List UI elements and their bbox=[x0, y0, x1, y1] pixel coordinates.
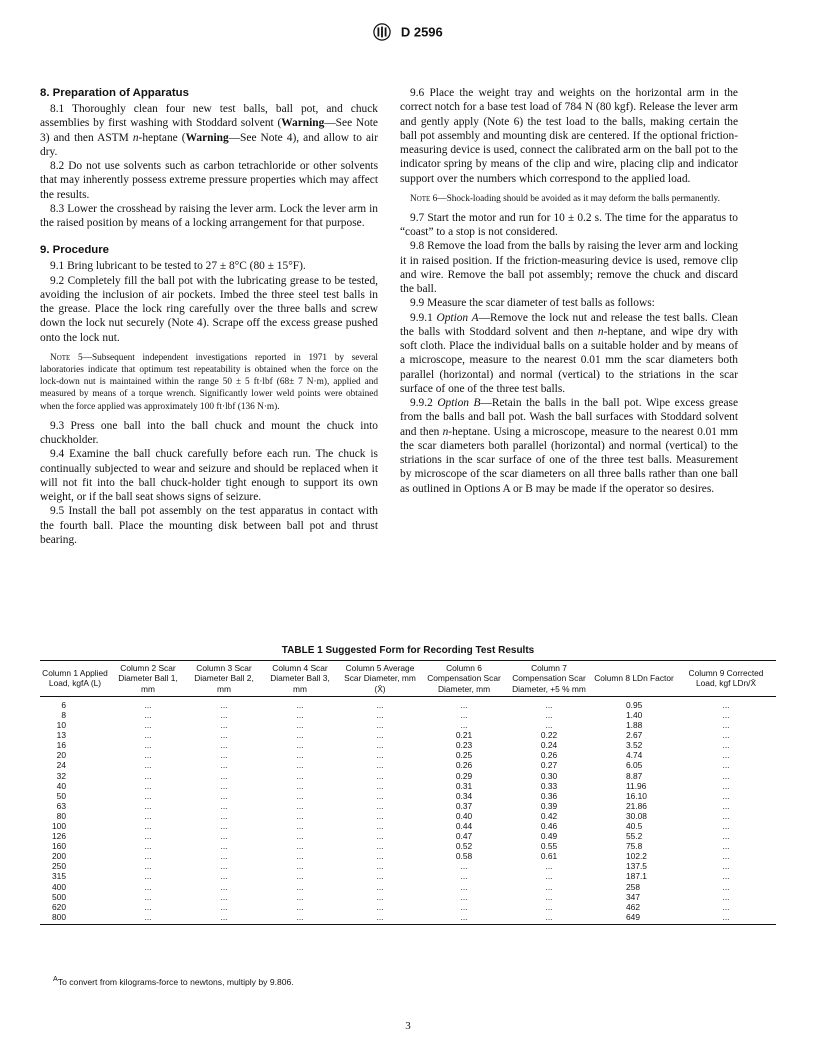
table-cell: 649 bbox=[592, 912, 676, 925]
table-cell: ... bbox=[376, 760, 384, 771]
table-cell: ... bbox=[460, 891, 468, 902]
table-cell: ... bbox=[296, 699, 304, 710]
table-cell: ... bbox=[296, 851, 304, 862]
table-cell: 137.5 bbox=[626, 861, 647, 872]
col-5-header: Column 5 Average Scar Diameter, mm (X̄) bbox=[338, 661, 422, 697]
table-cell: 126 bbox=[52, 831, 66, 842]
table-cell: ... bbox=[144, 831, 152, 842]
table-cell: 1.88 bbox=[626, 720, 643, 731]
table-cell: ... bbox=[722, 709, 730, 720]
section-8-title: 8. Preparation of Apparatus bbox=[40, 87, 189, 99]
table-cell: ... bbox=[144, 800, 152, 811]
table-cell: ... bbox=[376, 871, 384, 882]
table-cell: ... bbox=[220, 720, 228, 731]
table-row bbox=[40, 781, 776, 791]
table-cell: ... bbox=[376, 770, 384, 781]
table-cell: 0.95 bbox=[626, 699, 643, 710]
table-row bbox=[40, 892, 776, 902]
table-cell: 11.96 bbox=[626, 780, 647, 791]
table-cell: ... bbox=[376, 861, 384, 872]
table-cell: 315 bbox=[52, 871, 66, 882]
table-cell: ... bbox=[296, 770, 304, 781]
table-cell: ... bbox=[220, 810, 228, 821]
astm-logo-icon bbox=[373, 23, 391, 41]
table-cell: ... bbox=[144, 740, 152, 751]
table-cell: ... bbox=[545, 901, 553, 912]
table-cell: ... bbox=[144, 810, 152, 821]
table-cell: ... bbox=[144, 881, 152, 892]
table-cell: ... bbox=[376, 730, 384, 741]
table-cell: ... bbox=[296, 881, 304, 892]
table-cell: 16 bbox=[56, 740, 66, 751]
table-cell: ... bbox=[376, 810, 384, 821]
table-cell: ... bbox=[220, 881, 228, 892]
table-header-row bbox=[40, 661, 776, 697]
table-cell: ... bbox=[722, 810, 730, 821]
table-cell: ... bbox=[722, 800, 730, 811]
table-cell: 40 bbox=[56, 780, 66, 791]
para-9-7: 9.7 Start the motor and run for 10 ± 0.2 s. The time for the apparatus to “coast” to a stop is not considered. bbox=[400, 211, 738, 239]
table-cell: ... bbox=[676, 912, 776, 925]
table-row bbox=[40, 740, 776, 750]
table-cell: 13 bbox=[56, 730, 66, 741]
table-cell: 6.05 bbox=[626, 760, 643, 771]
table-row bbox=[40, 730, 776, 740]
table-cell: ... bbox=[220, 790, 228, 801]
table-cell: 21.86 bbox=[626, 800, 647, 811]
table-cell: ... bbox=[376, 891, 384, 902]
table-row bbox=[40, 861, 776, 871]
table-row bbox=[40, 912, 776, 925]
table-cell: 0.40 bbox=[455, 810, 473, 821]
table-cell: ... bbox=[722, 699, 730, 710]
table-cell: ... bbox=[144, 770, 152, 781]
table-row bbox=[40, 841, 776, 851]
table-cell: ... bbox=[545, 720, 553, 731]
table-cell: 50 bbox=[56, 790, 66, 801]
table-cell: ... bbox=[220, 800, 228, 811]
table-row bbox=[40, 831, 776, 841]
table-cell: 620 bbox=[52, 901, 66, 912]
table-cell: ... bbox=[460, 699, 468, 710]
table-cell: ... bbox=[722, 770, 730, 781]
table-cell: ... bbox=[220, 871, 228, 882]
table-cell: ... bbox=[376, 790, 384, 801]
table-cell: 160 bbox=[52, 841, 66, 852]
table-cell: ... bbox=[376, 740, 384, 751]
table-cell: 55.2 bbox=[626, 831, 643, 842]
table-cell: ... bbox=[220, 760, 228, 771]
table-row bbox=[40, 882, 776, 892]
table-cell: 347 bbox=[626, 891, 640, 902]
page-header bbox=[0, 23, 816, 41]
table-cell: ... bbox=[722, 901, 730, 912]
table-cell: ... bbox=[186, 912, 262, 925]
table-cell: ... bbox=[296, 720, 304, 731]
table-row bbox=[40, 821, 776, 831]
table-cell: ... bbox=[144, 790, 152, 801]
table-cell: ... bbox=[220, 709, 228, 720]
table-cell: ... bbox=[144, 891, 152, 902]
table-cell: ... bbox=[545, 891, 553, 902]
table-cell: ... bbox=[220, 841, 228, 852]
table-cell: ... bbox=[220, 901, 228, 912]
table-cell: ... bbox=[220, 770, 228, 781]
table-cell: 0.26 bbox=[540, 750, 558, 761]
col-2-header: Column 2 Scar Diameter Ball 1, mm bbox=[110, 661, 186, 697]
table-cell: ... bbox=[144, 699, 152, 710]
table-cell: ... bbox=[220, 730, 228, 741]
table-cell: 80 bbox=[56, 810, 66, 821]
table-cell: 4.74 bbox=[626, 750, 643, 761]
table-cell: 800 bbox=[40, 912, 110, 925]
table-cell: ... bbox=[144, 780, 152, 791]
table-cell: ... bbox=[376, 901, 384, 912]
table-cell: ... bbox=[296, 760, 304, 771]
table-cell: ... bbox=[376, 699, 384, 710]
table-cell: ... bbox=[376, 750, 384, 761]
table-cell: ... bbox=[722, 881, 730, 892]
table-cell: ... bbox=[545, 861, 553, 872]
table-cell: 400 bbox=[52, 881, 66, 892]
table-cell: ... bbox=[545, 699, 553, 710]
table-cell: ... bbox=[460, 720, 468, 731]
para-8-1: 8.1 Thoroughly clean four new test balls, ball pot, and chuck assemblies by first washing with Stoddard solvent (Warning—See Note 3) and then ASTM n-heptane (Warning—See Note 4), and allow to air dry. bbox=[40, 103, 378, 158]
para-9-5: 9.5 Install the ball pot assembly on the test apparatus in contact with the fourth ball. Place the mounting disk between ball pot and thrust bearing. bbox=[40, 505, 378, 546]
designation: D 2596 bbox=[400, 24, 443, 40]
table-cell: ... bbox=[144, 720, 152, 731]
table-cell: ... bbox=[144, 821, 152, 832]
table-cell: ... bbox=[144, 851, 152, 862]
table-cell: 0.27 bbox=[540, 760, 558, 771]
table-cell: ... bbox=[376, 841, 384, 852]
table-cell: ... bbox=[722, 821, 730, 832]
table-row bbox=[40, 902, 776, 912]
table-cell: ... bbox=[376, 821, 384, 832]
table-cell: 0.58 bbox=[455, 851, 473, 862]
table-cell: ... bbox=[722, 871, 730, 882]
table-cell: ... bbox=[460, 861, 468, 872]
table-cell: 0.42 bbox=[540, 810, 558, 821]
page-number: 3 bbox=[405, 1020, 411, 1032]
table-cell: ... bbox=[722, 790, 730, 801]
table-cell: 200 bbox=[52, 851, 66, 862]
table-cell: 0.61 bbox=[540, 851, 558, 862]
table-cell: ... bbox=[338, 912, 422, 925]
table-cell: ... bbox=[296, 810, 304, 821]
table-cell: ... bbox=[220, 891, 228, 902]
table-cell: ... bbox=[220, 699, 228, 710]
table-cell: ... bbox=[460, 871, 468, 882]
table-cell: 3.52 bbox=[626, 740, 643, 751]
col-8-header: Column 8 LDn Factor bbox=[592, 661, 676, 697]
table-cell: ... bbox=[220, 831, 228, 842]
results-table bbox=[40, 660, 776, 925]
table-cell: 0.44 bbox=[455, 821, 473, 832]
table-cell: 0.24 bbox=[540, 740, 558, 751]
table-cell: 1.40 bbox=[626, 709, 643, 720]
table-cell: ... bbox=[220, 861, 228, 872]
col-1-header: Column 1 Applied Load, kgfA (L) bbox=[40, 661, 110, 697]
table-cell: 75.8 bbox=[626, 841, 643, 852]
table-cell: ... bbox=[296, 871, 304, 882]
table-cell: ... bbox=[460, 881, 468, 892]
table-cell: 0.46 bbox=[540, 821, 558, 832]
table-cell: ... bbox=[296, 780, 304, 791]
table-cell: ... bbox=[296, 821, 304, 832]
table-footnote: $^A$To convert from kilograms-force to newtons, multiply by 9.806. bbox=[53, 975, 294, 987]
table-cell: 0.22 bbox=[540, 730, 558, 741]
table-cell: ... bbox=[144, 901, 152, 912]
section-9-title: 9. Procedure bbox=[40, 244, 110, 257]
table-cell: ... bbox=[722, 750, 730, 761]
table-cell: ... bbox=[376, 881, 384, 892]
table-cell: 0.39 bbox=[540, 800, 558, 811]
table-cell: ... bbox=[722, 851, 730, 862]
table-cell: 8 bbox=[61, 709, 66, 720]
table-cell: ... bbox=[296, 750, 304, 761]
table-cell: ... bbox=[296, 861, 304, 872]
table-cell: ... bbox=[296, 841, 304, 852]
table-cell: ... bbox=[376, 780, 384, 791]
table-cell: ... bbox=[722, 730, 730, 741]
table-cell: 0.26 bbox=[455, 760, 473, 771]
table-cell: 0.34 bbox=[455, 790, 473, 801]
col-3-header: Column 3 Scar Diameter Ball 2, mm bbox=[186, 661, 262, 697]
table-row bbox=[40, 720, 776, 730]
table-row bbox=[40, 871, 776, 881]
table-cell: ... bbox=[296, 901, 304, 912]
table-cell: 0.52 bbox=[455, 841, 473, 852]
table-cell: ... bbox=[220, 740, 228, 751]
table-cell: ... bbox=[545, 881, 553, 892]
table-cell: 462 bbox=[626, 901, 640, 912]
table-cell: 0.21 bbox=[455, 730, 473, 741]
table-row bbox=[40, 801, 776, 811]
table-row bbox=[40, 710, 776, 720]
col-6-header: Column 6 Compensation Scar Diameter, mm bbox=[422, 661, 506, 697]
table-cell: 0.31 bbox=[455, 780, 473, 791]
table-cell: ... bbox=[376, 800, 384, 811]
table-cell: ... bbox=[722, 760, 730, 771]
para-9-3: 9.3 Press one ball into the ball chuck and mount the chuck into chuckholder. bbox=[40, 419, 378, 447]
table-cell: ... bbox=[422, 912, 506, 925]
table-cell: 0.25 bbox=[455, 750, 473, 761]
table-cell: 8.87 bbox=[626, 770, 643, 781]
note-6: Note 6—Shock-loading should be avoided as it may deform the balls permanently. bbox=[410, 193, 720, 204]
para-9-9: 9.9 Measure the scar diameter of test balls as follows: bbox=[410, 297, 655, 310]
para-9-9-2: 9.9.2 Option B—Retain the balls in the ball pot. Wipe excess grease from the balls and ball pot. Wash the ball surfaces with Stoddard solvent and then n-heptane. Using a microscope, measure to the nearest 0.01 mm the scar diameters both parallel (horizontal) and normal (vertical) to the striations in the scar surface of one of the three test balls. Measurement by microscope of the scar diameters on all three balls rather than one ball as outlined in Options A or B may be made if the operator so desires. bbox=[400, 397, 738, 495]
para-9-4: 9.4 Examine the ball chuck carefully before each run. The chuck is continually subjected to wear and seizure and should be replaced when it will not fit into the ball chuck-holder tight enough to support its own weight, or if the ball seat shows signs of seizure. bbox=[40, 448, 378, 504]
table-cell: ... bbox=[220, 750, 228, 761]
table-cell: ... bbox=[722, 891, 730, 902]
table-cell: 0.49 bbox=[540, 831, 558, 842]
table-cell: ... bbox=[460, 709, 468, 720]
table-cell: 40.5 bbox=[626, 821, 643, 832]
table-cell: ... bbox=[296, 831, 304, 842]
table-cell: ... bbox=[144, 750, 152, 761]
table-cell: 10 bbox=[56, 720, 66, 731]
table-cell: 250 bbox=[52, 861, 66, 872]
table-cell: ... bbox=[545, 709, 553, 720]
table-cell: 0.23 bbox=[455, 740, 473, 751]
table-row bbox=[40, 791, 776, 801]
table-cell: 16.10 bbox=[626, 790, 647, 801]
table-cell: ... bbox=[296, 891, 304, 902]
table-cell: 258 bbox=[626, 881, 640, 892]
table-cell: ... bbox=[296, 800, 304, 811]
table-cell: ... bbox=[722, 780, 730, 791]
table-cell: ... bbox=[296, 709, 304, 720]
table-cell: 102.2 bbox=[626, 851, 647, 862]
col-9-header: Column 9 Corrected Load, kgf LDn/X̄ bbox=[676, 661, 776, 697]
table-cell: ... bbox=[144, 760, 152, 771]
table-cell: ... bbox=[722, 861, 730, 872]
table-title: TABLE 1 Suggested Form for Recording Test Results bbox=[281, 645, 535, 656]
col-4-header: Column 4 Scar Diameter Ball 3, mm bbox=[262, 661, 338, 697]
table-cell: 0.55 bbox=[540, 841, 558, 852]
table-row bbox=[40, 696, 776, 710]
table-row bbox=[40, 760, 776, 770]
table-cell: ... bbox=[144, 861, 152, 872]
table-cell: 63 bbox=[56, 800, 66, 811]
table-cell: ... bbox=[144, 709, 152, 720]
table-cell: 6 bbox=[61, 699, 66, 710]
para-9-2: 9.2 Completely fill the ball pot with the lubricating grease to be tested, avoiding the inclusion of air pockets. Imbed the three steel test balls in the grease. Place the lock ring carefully over the three balls and screw down the lock nut securely (Note 4). Scrape off the excess grease pushed onto the lock nut. bbox=[40, 274, 378, 344]
right-column bbox=[400, 86, 738, 496]
para-9-1: 9.1 Bring lubricant to be tested to 27 ± 8°C (80 ± 15°F). bbox=[50, 260, 306, 273]
table-cell: ... bbox=[506, 912, 592, 925]
para-9-6: 9.6 Place the weight tray and weights on the horizontal arm in the correct notch for a base test load of 784 N (80 kgf). Release the lever arm and gently apply (Note 6) the test load to the balls, making certain the ball pot assembly and mounting disk are centered. If the optional friction-measuring device is used, connect the calibrated arm on the ball pot to the indicator spring by means of the clip and wire, placing clip and indicator support over the numbers which correspond to the applied load. bbox=[400, 87, 738, 185]
table-cell: ... bbox=[262, 912, 338, 925]
table-cell: ... bbox=[220, 780, 228, 791]
table-cell: ... bbox=[376, 851, 384, 862]
note-5: Note 5—Subsequent independent investigations reported in 1971 by several laboratories indicate that optimum test repeatability is obtained when the force on the lock-down nut is maintained within the range 50 ± 5 ft·lbf (68± 7 N·m), applied and measured by means of a torque wrench. Significantly lower weld points were obtained when the force applied was approximately 100 ft·lbf (136 N·m). bbox=[40, 352, 378, 412]
para-9-8: 9.8 Remove the load from the balls by raising the lever arm and locking it in raised position. If the friction-measuring device is used, remove clip and wire. Remove the ball pot assembly; remove the chuck and discard the ball. bbox=[400, 240, 738, 296]
table-row bbox=[40, 851, 776, 861]
table-cell: 2.67 bbox=[626, 730, 643, 741]
table-row bbox=[40, 771, 776, 781]
table-cell: ... bbox=[722, 720, 730, 731]
table-cell: ... bbox=[376, 720, 384, 731]
table-cell: 187.1 bbox=[626, 871, 647, 882]
table-cell: 24 bbox=[56, 760, 66, 771]
col-7-header: Column 7 Compensation Scar Diameter, +5 % mm bbox=[506, 661, 592, 697]
table-cell: 32 bbox=[56, 770, 66, 781]
table-cell: ... bbox=[376, 709, 384, 720]
table-cell: ... bbox=[220, 851, 228, 862]
para-8-2: 8.2 Do not use solvents such as carbon tetrachloride or other solvents that may inherently possess extreme pressure properties which may affect the results. bbox=[40, 160, 378, 201]
table-cell: 0.29 bbox=[455, 770, 473, 781]
table-cell: 0.30 bbox=[540, 770, 558, 781]
table-cell: ... bbox=[722, 831, 730, 842]
table-cell: 30.08 bbox=[626, 810, 647, 821]
table-cell: ... bbox=[220, 821, 228, 832]
left-column bbox=[40, 86, 378, 547]
table-cell: ... bbox=[460, 901, 468, 912]
table-cell: 0.36 bbox=[540, 790, 558, 801]
para-8-3: 8.3 Lower the crosshead by raising the lever arm. Lock the lever arm in the raised position by means of a locking arrangement for that purpose. bbox=[40, 202, 378, 229]
table-cell: 0.47 bbox=[455, 831, 473, 842]
table-cell: ... bbox=[722, 841, 730, 852]
table-cell: ... bbox=[110, 912, 186, 925]
table-cell: ... bbox=[296, 740, 304, 751]
table-cell: 0.37 bbox=[455, 800, 473, 811]
table-cell: ... bbox=[545, 871, 553, 882]
table-row bbox=[40, 811, 776, 821]
para-9-9-1: 9.9.1 Option A—Remove the lock nut and release the test balls. Clean the balls with Stoddard solvent and then n-heptane, and wipe dry with soft cloth. Place the individual balls on a suitable holder and by means of a microscope, measure to the nearest 0.01 mm the scar diameters both parallel (horizontal) and normal (vertical) to the striations in the scar surface of one of the three test balls. bbox=[400, 311, 738, 395]
table-cell: 20 bbox=[56, 750, 66, 761]
table-cell: ... bbox=[144, 871, 152, 882]
table-cell: ... bbox=[722, 740, 730, 751]
table-row bbox=[40, 750, 776, 760]
table-cell: ... bbox=[144, 841, 152, 852]
table-cell: 100 bbox=[52, 821, 66, 832]
table-cell: ... bbox=[296, 790, 304, 801]
table-cell: ... bbox=[376, 831, 384, 842]
table-cell: ... bbox=[144, 730, 152, 741]
table-cell: ... bbox=[296, 730, 304, 741]
table-cell: 500 bbox=[52, 891, 66, 902]
table-cell: 0.33 bbox=[540, 780, 558, 791]
